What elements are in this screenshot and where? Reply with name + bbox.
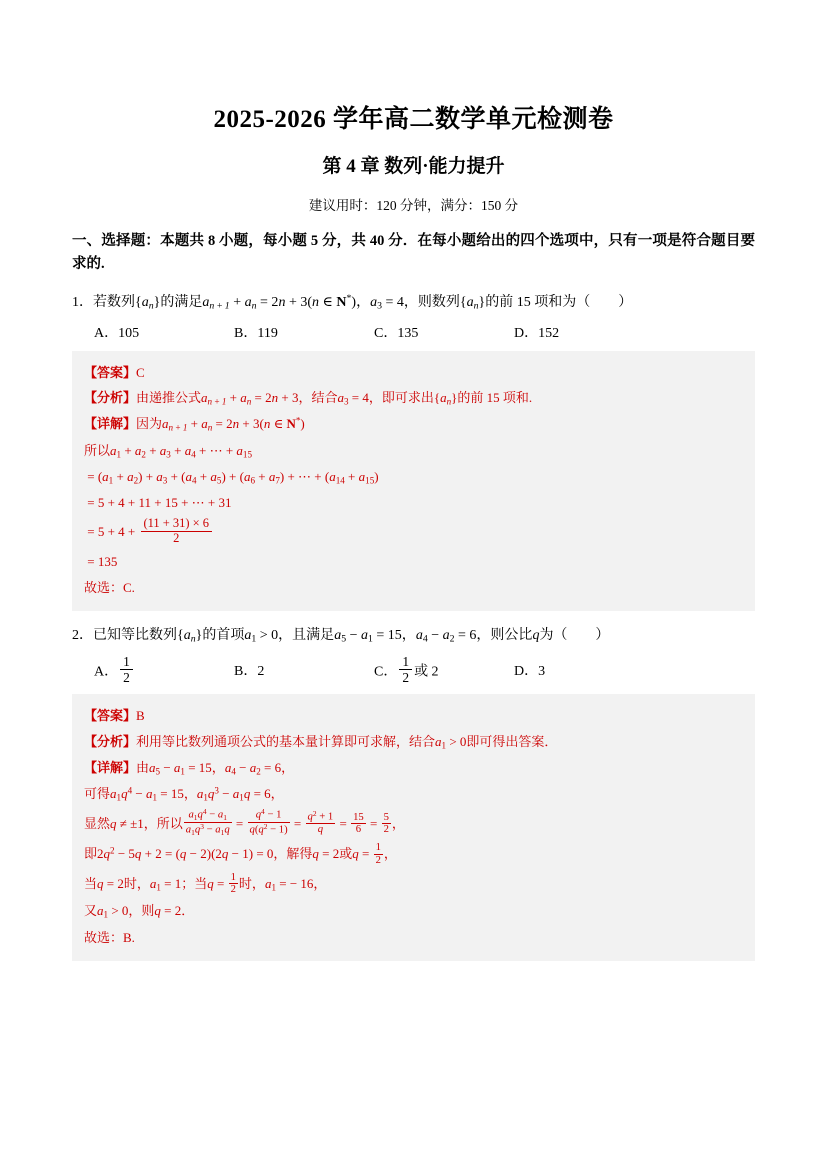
question-2-options [94,654,755,685]
question-1-answer-box [72,351,755,611]
detail-line: 又a1 > 0，则q = 2． [84,903,195,921]
detail-line: 可得$a1q^4 - a1 = 15$，$a1q^3 - a1q = 6$， [84,785,284,803]
option-b[interactable]: B．2 [234,663,265,679]
answer-line: 【答案】B [84,708,145,724]
option-b[interactable]: B．119 [234,325,278,341]
option-c[interactable]: C． $\frac{1}{2}$ 或 2 [374,654,439,686]
analysis-line: 【分析】利用等比数列通项公式的基本量计算即可求解，结合a1 > 0即可得出答案． [84,733,558,751]
page-subtitle: 第 4 章 数列·能力提升 [322,155,505,177]
detail-line: 【详解】因为$a_{n + 1} + a_n = 2n + 3(n$ ∈ N*) [84,415,305,433]
option-d[interactable]: D．152 [514,325,560,341]
option-a[interactable]: A．105 [94,325,140,341]
detail-line: = (a1 + a2) + a3 + (a4 + a5) + (a6 + a7) + ⋯ + (a14 + a15) [84,468,379,486]
detail-line: 即$2q^2 - 5q + 2 = (q - 2)(2q - 1) = 0$，解得q = 2或q = $\frac{1}{2}$ ， [84,841,397,866]
option-a[interactable]: A． $\frac{1}{2}$ [94,654,234,685]
question-2-stem: 2．已知等比数列$\{a_n\}$的首项a1 > 0，且满足a5 − a1 = 15，a4 − a2 = 6，则公比q为（ ） [72,627,610,645]
detail-line: 所以a1 + a2 + a3 + a4 + ⋯ + a15 [84,442,252,460]
detail-line: = 135 [84,554,118,570]
detail-line: = 5 + 4 + 11 + 15 + ⋯ + 31 [84,495,232,511]
answer-line: 【答案】C [84,364,145,380]
exam-note: 建议用时：120 分钟，满分：150 分 [308,197,519,213]
question-1-options [94,322,755,342]
conclusion-line: 故选：C. [84,579,135,595]
detail-line: 【详解】由a5 − a1 = 15，a4 − a2 = 6， [84,759,295,777]
option-c[interactable]: C．135 [374,325,419,341]
section-heading: 一、选择题：本题共 8 小题，每小题 5 分，共 40 分．在每小题给出的四个选项中，只有一项是符合题目要求的. [72,232,755,273]
option-d[interactable]: D．3 [514,663,546,679]
question-1-stem: 1．若数列$\{a_n\}$的满足$a_{n + 1} + a_n = 2n + 3(n$ ∈ N*)，a3 = 4，则数列$\{a_n\}$的前 15 项和为（ ） [72,293,633,312]
detail-line: 当q = 2时，a1 = 1；当q = $\frac{1}{2}$ 时，a1 = − 16， [84,871,327,896]
detail-line: = 5 + 4 + $\frac{(11 + 31) \times 6}{2}$ [84,515,743,549]
conclusion-line: 故选：B. [84,929,135,945]
question-2-answer-box [72,694,755,961]
analysis-line: 【分析】由递推公式$a_{n + 1} + a_n = 2n + 3$，结合a3 = 4，即可求出$\{a_n\}$的前 15 项和. [84,389,533,407]
page-title: 2025-2026 学年高二数学单元检测卷 [213,106,614,133]
detail-line: 显然q ≠ ±1，所以 $\frac{a1q^4 - a1}{a1q^3 - a1q}$ = $\frac{q^4 - 1}{q(q^2 - 1)}$ = $\frac{q^2 + 1}{q}$ = $\frac{15}{6}$ = $\frac{5}{2}$ ， [84,806,405,837]
